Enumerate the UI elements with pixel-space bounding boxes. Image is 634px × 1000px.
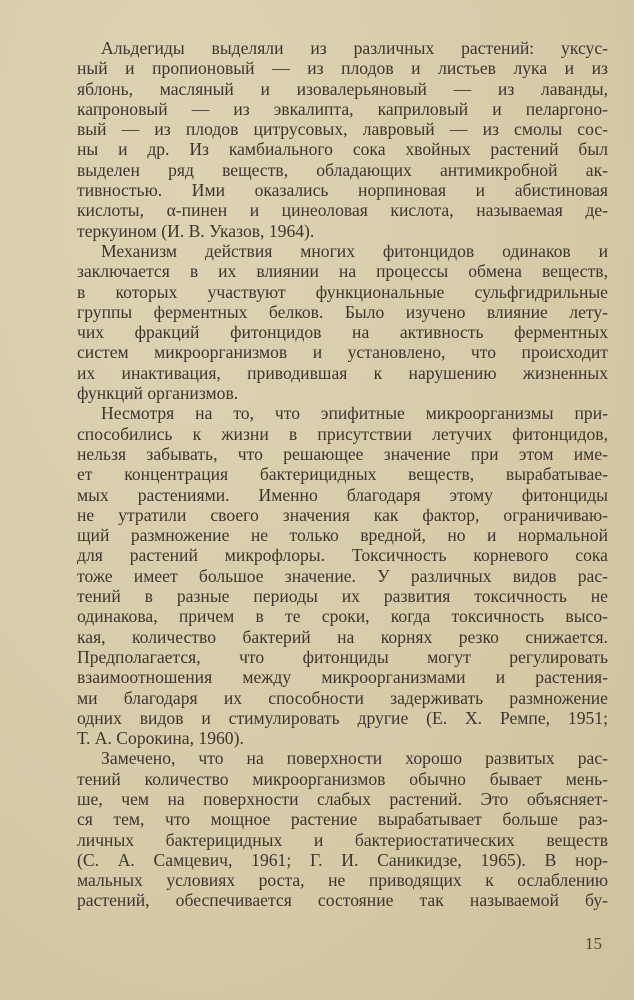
text-line: для растений микрофлоры. Токсичность корневого сока: [77, 545, 608, 566]
text-line: кая, количество бактерий на корнях резко снижается.: [77, 626, 608, 647]
text-line: чих фракций фитонцидов на активность ферментных: [77, 322, 608, 343]
page-number: 15: [585, 934, 602, 953]
paragraph: [77, 241, 608, 403]
paragraph: [77, 403, 608, 748]
text-line: мых растениями. Именно благодаря этому фитонциды: [77, 484, 608, 505]
text-line: ше, чем на поверхности слабых растений. Это объясняет-: [77, 788, 608, 809]
paragraph: [77, 38, 608, 241]
text-line: тений в разные периоды их развития токсичность не: [77, 586, 608, 607]
text-line: Механизм действия многих фитонцидов одинаков и: [101, 240, 608, 261]
text-line: яблонь, масляный и изовалерьяновый — из лаванды,: [77, 78, 608, 99]
text-line: группы ферментных белков. Было изучено влияние лету-: [77, 301, 608, 322]
text-line: растений, обеспечивается состояние так называемой бу-: [77, 890, 608, 911]
text-line: в которых участвуют функциональные сульфгидрильные: [77, 281, 608, 302]
text-line: ный и пропионовый — из плодов и листьев лука и из: [77, 58, 608, 79]
text-line: одних видов и стимулировать другие (Е. Х. Ремпе, 1951;: [77, 707, 608, 728]
text-line: их инактивация, приводившая к нарушению жизненных: [77, 362, 608, 383]
text-line: не утратили своего значения как фактор, ограничиваю-: [77, 504, 608, 525]
text-line: выделен ряд веществ, обладающих антимикробной ак-: [77, 159, 608, 180]
text-line: теркуином (И. В. Указов, 1964).: [77, 220, 315, 241]
text-line: кислоты, α-пинен и цинеоловая кислота, называемая де-: [77, 200, 608, 221]
text-line: (С. А. Самцевич, 1961; Г. И. Саникидзе, 1965). В нор-: [77, 849, 608, 870]
text-line: ми благодаря их способности задерживать размножение: [77, 687, 608, 708]
text-line: функций организмов.: [77, 383, 239, 404]
text-line: тений количество микроорганизмов обычно бывает мень-: [77, 768, 608, 789]
text-line: капроновый — из эвкалипта, каприловый и пеларгоно-: [77, 98, 608, 119]
text-line: вый — из плодов цитрусовых, лавровый — из смолы сос-: [77, 119, 608, 140]
page-body: [77, 38, 608, 911]
text-line: Предполагается, что фитонциды могут регулировать: [77, 646, 608, 667]
text-line: тивностью. Ими оказались норпиновая и абистиновая: [77, 180, 608, 201]
text-line: нельзя забывать, что решающее значение при этом име-: [77, 443, 608, 464]
text-line: Т. А. Сорокина, 1960).: [77, 728, 244, 749]
text-line: ет концентрация бактерицидных веществ, вырабатывае-: [77, 464, 608, 485]
text-line: ся тем, что мощное растение вырабатывает больше раз-: [77, 809, 608, 830]
text-line: ны и др. Из камбиального сока хвойных растений был: [77, 139, 608, 160]
text-line: Несмотря на то, что эпифитные микроорганизмы при-: [101, 403, 608, 424]
text-line: щий размножение не только вредной, но и нормальной: [77, 525, 608, 546]
text-line: мальных условиях роста, не приводящих к ослаблению: [77, 870, 608, 891]
text-line: способились к жизни в присутствии летучих фитонцидов,: [77, 423, 608, 444]
text-line: личных бактерицидных и бактериостатических веществ: [77, 829, 608, 850]
text-line: Альдегиды выделяли из различных растений: уксус-: [101, 38, 608, 58]
text-line: взаимоотношения между микроорганизмами и растения-: [77, 667, 608, 688]
text-line: заключается в их влиянии на процессы обмена веществ,: [77, 261, 608, 282]
paragraph: [77, 748, 608, 910]
text-line: Замечено, что на поверхности хорошо развитых рас-: [101, 748, 608, 769]
text-line: одинакова, причем в те сроки, когда токсичность высо-: [77, 606, 608, 627]
text-line: систем микроорганизмов и установлено, что происходит: [77, 342, 608, 363]
text-line: тоже имеет большое значение. У различных видов рас-: [77, 565, 608, 586]
